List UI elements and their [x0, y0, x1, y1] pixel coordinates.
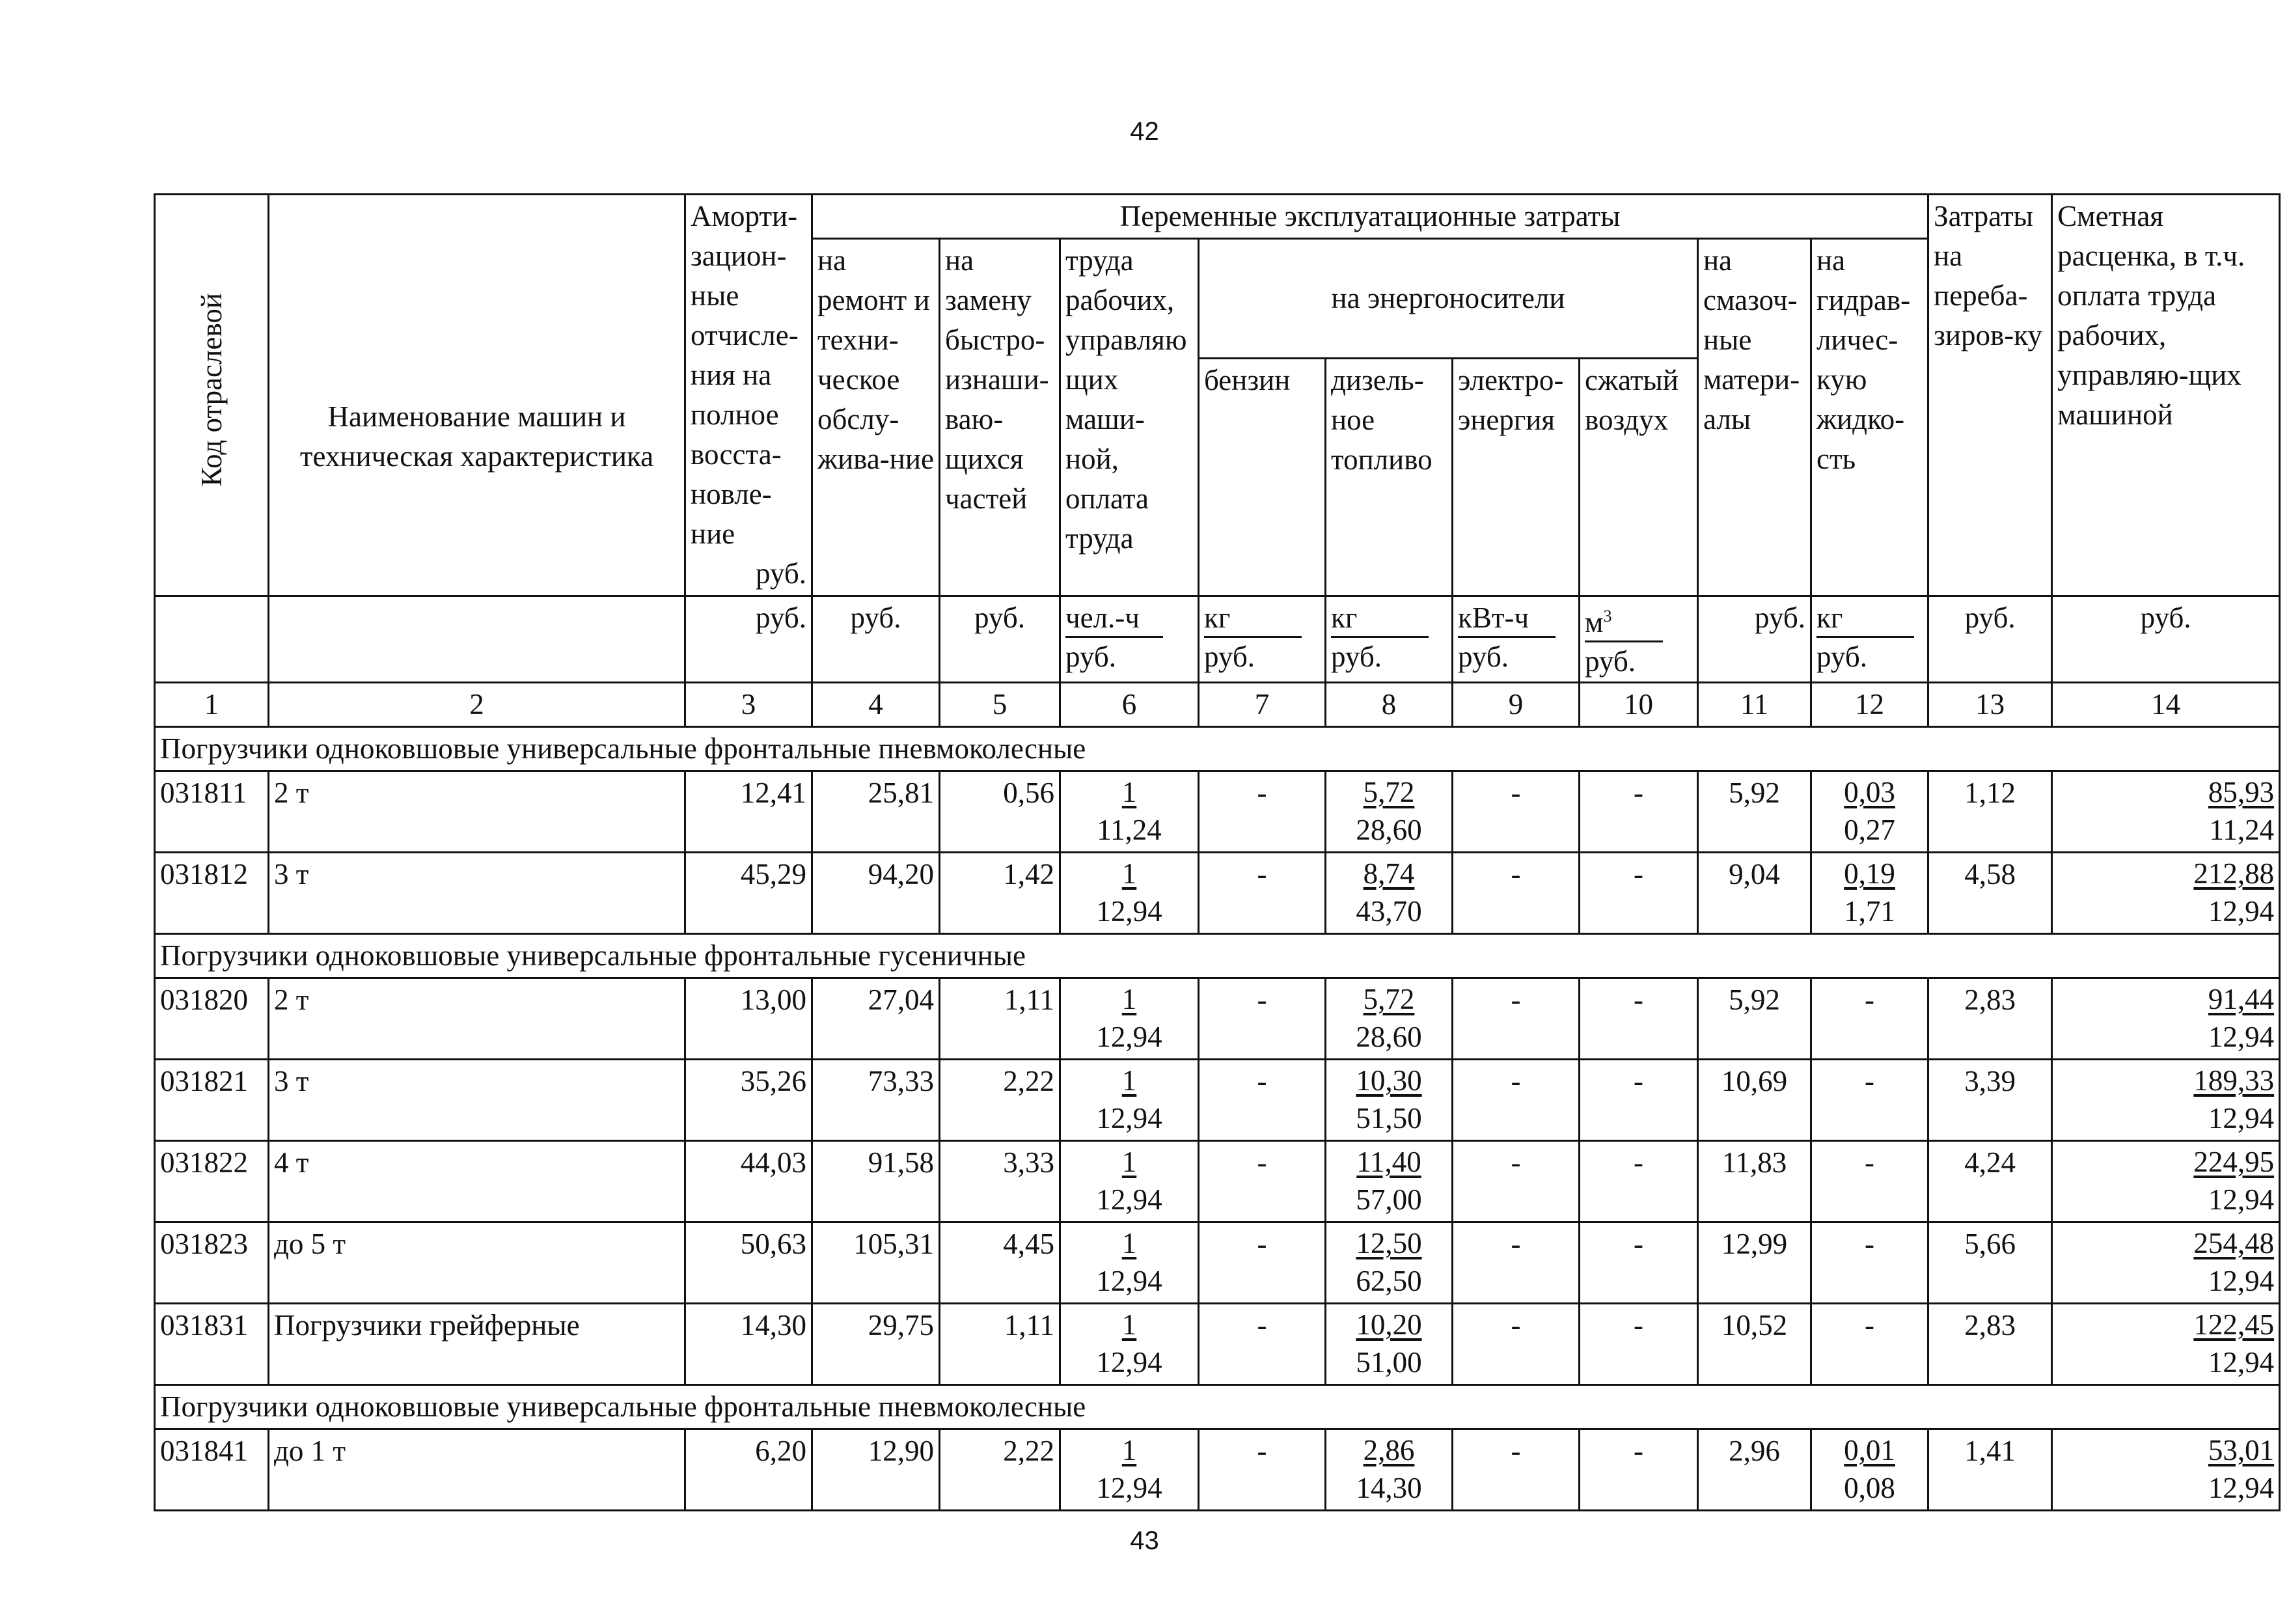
cell-name: до 1 т — [269, 1429, 685, 1511]
fraction-denominator: 28,60 — [1356, 1021, 1422, 1053]
cell-replace: 1,42 — [940, 853, 1060, 934]
cell-labor — [1060, 1222, 1199, 1304]
unit-replace: руб. — [940, 596, 1060, 683]
cell-air: - — [1580, 1060, 1698, 1141]
fraction-numerator: 1 — [1121, 857, 1137, 890]
table-row — [155, 853, 2280, 934]
fraction-denominator: 51,00 — [1356, 1346, 1422, 1379]
unit-benzin: кг руб. — [1199, 596, 1326, 683]
cell-electro: - — [1453, 771, 1580, 853]
fraction-denominator: 51,50 — [1356, 1102, 1422, 1135]
table-row — [155, 771, 2280, 853]
fraction-denominator: 12,94 — [2208, 1346, 2275, 1379]
header-hydro: на гидрав-личес-кую жидко-сть — [1811, 239, 1928, 596]
table-row — [155, 1429, 2280, 1511]
cell-hydro: - — [1811, 978, 1928, 1060]
section-title: Погрузчики одноковшовые универсальные фронтальные гусеничные — [155, 934, 2280, 978]
fraction-numerator: 85,93 — [2208, 776, 2275, 808]
fraction-numerator: 1 — [1121, 1064, 1137, 1097]
unit-rate: руб. — [2052, 596, 2280, 683]
fraction-denominator: 12,94 — [2208, 1265, 2275, 1297]
cell-lube: 5,92 — [1698, 771, 1811, 853]
cell-benzin: - — [1199, 1141, 1326, 1222]
fraction-denominator: 1,71 — [1844, 895, 1895, 928]
fraction — [2208, 1431, 2274, 1507]
cell-benzin: - — [1199, 1222, 1326, 1304]
cell-lube: 12,99 — [1698, 1222, 1811, 1304]
cell-air: - — [1580, 1222, 1698, 1304]
cell-diesel — [1326, 1141, 1453, 1222]
cell-code: 031823 — [155, 1222, 269, 1304]
cell-benzin: - — [1199, 978, 1326, 1060]
fraction-denominator: 43,70 — [1356, 895, 1422, 928]
cell-electro: - — [1453, 1141, 1580, 1222]
fraction-denominator: 12,94 — [2208, 1102, 2275, 1135]
cell-labor — [1060, 1429, 1199, 1511]
section-header-row — [155, 1385, 2280, 1429]
column-number-cell: 2 — [269, 683, 685, 727]
fraction — [1356, 1306, 1421, 1381]
cell-relocation: 5,66 — [1928, 1222, 2052, 1304]
fraction-denominator: 62,50 — [1356, 1265, 1422, 1297]
column-number-cell: 4 — [812, 683, 940, 727]
cell-lube: 11,83 — [1698, 1141, 1811, 1222]
unit-air: $м^3$ руб. — [1580, 596, 1698, 683]
cell-code: 031841 — [155, 1429, 269, 1511]
fraction-numerator: 1 — [1121, 1227, 1137, 1259]
table-row — [155, 1060, 2280, 1141]
cell-replace: 4,45 — [940, 1222, 1060, 1304]
column-number-cell: 13 — [1928, 683, 2052, 727]
fraction — [2208, 773, 2274, 849]
fraction-denominator: 12,94 — [2208, 1021, 2275, 1053]
cell-amort: 6,20 — [685, 1429, 812, 1511]
fraction-numerator: 5,72 — [1363, 776, 1415, 808]
table-row — [155, 1304, 2280, 1385]
cell-electro: - — [1453, 853, 1580, 934]
cell-air: - — [1580, 1141, 1698, 1222]
fraction-denominator: 28,60 — [1356, 814, 1422, 846]
cell-rate — [2052, 1060, 2280, 1141]
cell-labor — [1060, 978, 1199, 1060]
cell-lube: 9,04 — [1698, 853, 1811, 934]
fraction — [1096, 980, 1162, 1056]
cell-labor — [1060, 853, 1199, 934]
fraction-denominator: 12,94 — [1096, 1183, 1162, 1216]
cell-rate — [2052, 771, 2280, 853]
cell-rate — [2052, 1304, 2280, 1385]
cell-labor — [1060, 1060, 1199, 1141]
unit-hydro: кг руб. — [1811, 596, 1928, 683]
header-repair: на ремонт и техни-ческое обслу-жива-ние — [812, 239, 940, 596]
fraction — [1844, 855, 1895, 930]
cell-air: - — [1580, 853, 1698, 934]
cell-name: до 5 т — [269, 1222, 685, 1304]
fraction — [2193, 1143, 2274, 1218]
cell-repair: 105,31 — [812, 1222, 940, 1304]
cell-name: 2 т — [269, 771, 685, 853]
cell-labor — [1060, 1304, 1199, 1385]
fraction-denominator: 0,08 — [1844, 1472, 1895, 1504]
cell-benzin: - — [1199, 771, 1326, 853]
page-number-top: 42 — [1130, 117, 1159, 146]
fraction-denominator: 12,94 — [2208, 895, 2275, 928]
cell-amort: 45,29 — [685, 853, 812, 934]
cell-amort: 14,30 — [685, 1304, 812, 1385]
fraction-numerator: 0,19 — [1844, 857, 1895, 890]
section-header-row — [155, 727, 2280, 771]
header-benzin: бензин — [1199, 359, 1326, 596]
cell-repair: 12,90 — [812, 1429, 940, 1511]
cell-relocation: 4,58 — [1928, 853, 2052, 934]
fraction-numerator: 0,01 — [1844, 1434, 1895, 1466]
fraction-numerator: 91,44 — [2208, 983, 2275, 1015]
cell-amort: 44,03 — [685, 1141, 812, 1222]
fraction — [1356, 1431, 1421, 1507]
cell-benzin: - — [1199, 853, 1326, 934]
cell-amort: 12,41 — [685, 771, 812, 853]
unit-repair: руб. — [812, 596, 940, 683]
column-number-cell: 6 — [1060, 683, 1199, 727]
column-number-cell: 10 — [1580, 683, 1698, 727]
fraction — [2193, 1306, 2274, 1381]
fraction — [1096, 1431, 1162, 1507]
cell-rate — [2052, 1222, 2280, 1304]
page-number-bottom: 43 — [1130, 1526, 1159, 1555]
fraction — [1096, 1306, 1162, 1381]
cell-repair: 27,04 — [812, 978, 940, 1060]
fraction-denominator: 12,94 — [1096, 895, 1162, 928]
cell-air: - — [1580, 978, 1698, 1060]
fraction-denominator: 12,94 — [2208, 1472, 2275, 1504]
cell-electro: - — [1453, 1222, 1580, 1304]
cell-diesel — [1326, 1060, 1453, 1141]
fraction-denominator: 12,94 — [1096, 1021, 1162, 1053]
cell-diesel — [1326, 853, 1453, 934]
fraction-numerator: 1 — [1121, 1146, 1137, 1178]
fraction-numerator: 189,33 — [2193, 1064, 2275, 1097]
cell-code: 031812 — [155, 853, 269, 934]
cell-hydro — [1811, 853, 1928, 934]
table-row — [155, 1141, 2280, 1222]
cell-relocation: 1,41 — [1928, 1429, 2052, 1511]
cell-replace: 0,56 — [940, 771, 1060, 853]
cell-code: 031822 — [155, 1141, 269, 1222]
cell-replace: 2,22 — [940, 1060, 1060, 1141]
cell-code: 031831 — [155, 1304, 269, 1385]
fraction-denominator: 12,94 — [1096, 1265, 1162, 1297]
cell-electro: - — [1453, 1304, 1580, 1385]
cell-hydro: - — [1811, 1304, 1928, 1385]
header-lube: на смазоч-ные матери-алы — [1698, 239, 1811, 596]
section-title: Погрузчики одноковшовые универсальные фронтальные пневмоколесные — [155, 727, 2280, 771]
cell-name: 4 т — [269, 1141, 685, 1222]
fraction-denominator: 11,24 — [1097, 814, 1162, 846]
cell-code: 031811 — [155, 771, 269, 853]
fraction-numerator: 10,30 — [1356, 1064, 1422, 1097]
cell-relocation: 3,39 — [1928, 1060, 2052, 1141]
fraction-numerator: 53,01 — [2208, 1434, 2275, 1466]
column-number-cell: 1 — [155, 683, 269, 727]
fraction — [2193, 855, 2274, 930]
header-air: сжатый воздух — [1580, 359, 1698, 596]
fraction — [1096, 1224, 1162, 1300]
cell-lube: 10,52 — [1698, 1304, 1811, 1385]
cell-amort: 13,00 — [685, 978, 812, 1060]
header-code: Код отраслевой — [155, 195, 269, 596]
table-row — [155, 978, 2280, 1060]
cell-replace: 2,22 — [940, 1429, 1060, 1511]
fraction — [1096, 1062, 1162, 1137]
fraction-numerator: 11,40 — [1356, 1146, 1421, 1178]
header-variable-costs: Переменные эксплуатационные затраты — [812, 195, 1928, 239]
cell-benzin: - — [1199, 1060, 1326, 1141]
fraction-numerator: 5,72 — [1363, 983, 1415, 1015]
fraction-numerator: 2,86 — [1363, 1434, 1415, 1466]
column-number-cell: 5 — [940, 683, 1060, 727]
cell-labor — [1060, 1141, 1199, 1222]
cell-electro: - — [1453, 1429, 1580, 1511]
cell-amort: 35,26 — [685, 1060, 812, 1141]
cell-repair: 29,75 — [812, 1304, 940, 1385]
fraction-numerator: 254,48 — [2193, 1227, 2275, 1259]
fraction — [2193, 1062, 2274, 1137]
cell-diesel — [1326, 1222, 1453, 1304]
fraction-denominator: 12,94 — [1096, 1472, 1162, 1504]
unit-labor: чел.-ч руб. — [1060, 596, 1199, 683]
cell-hydro: - — [1811, 1141, 1928, 1222]
column-number-row — [155, 683, 2280, 727]
cell-labor — [1060, 771, 1199, 853]
header-amort: Аморти-зацион-ные отчисле-ния на полное восста-новле-ние руб. — [685, 195, 812, 596]
column-number-cell: 3 — [685, 683, 812, 727]
fraction — [1356, 980, 1421, 1056]
fraction — [2193, 1224, 2274, 1300]
column-number-cell: 14 — [2052, 683, 2280, 727]
cell-lube: 10,69 — [1698, 1060, 1811, 1141]
fraction-numerator: 212,88 — [2193, 857, 2275, 890]
column-number-cell: 8 — [1326, 683, 1453, 727]
fraction — [1097, 773, 1162, 849]
cell-hydro: - — [1811, 1222, 1928, 1304]
cell-hydro — [1811, 771, 1928, 853]
column-number-cell: 9 — [1453, 683, 1580, 727]
fraction — [1356, 855, 1421, 930]
header-relocation: Затраты на переба-зиров-ку — [1928, 195, 2052, 596]
fraction-denominator: 57,00 — [1356, 1183, 1422, 1216]
fraction-denominator: 0,27 — [1844, 814, 1895, 846]
unit-reloc: руб. — [1928, 596, 2052, 683]
fraction-numerator: 1 — [1121, 983, 1137, 1015]
cell-replace: 1,11 — [940, 1304, 1060, 1385]
fraction-numerator: 12,50 — [1356, 1227, 1422, 1259]
header-rate: Сметная расценка, в т.ч. оплата труда рабочих, управляю-щих машиной — [2052, 195, 2280, 596]
header-name: Наименование машин и техническая характеристика — [269, 195, 685, 596]
cell-diesel — [1326, 978, 1453, 1060]
fraction — [1844, 1431, 1895, 1507]
table-row — [155, 1222, 2280, 1304]
cell-repair: 91,58 — [812, 1141, 940, 1222]
cell-rate — [2052, 978, 2280, 1060]
units-row — [155, 596, 2280, 683]
fraction — [1096, 1143, 1162, 1218]
cell-repair: 25,81 — [812, 771, 940, 853]
fraction-numerator: 0,03 — [1844, 776, 1895, 808]
cell-rate — [2052, 1429, 2280, 1511]
header-energy: на энергоносители — [1199, 239, 1698, 359]
fraction-numerator: 224,95 — [2193, 1146, 2275, 1178]
column-number-cell: 7 — [1199, 683, 1326, 727]
fraction-numerator: 122,45 — [2193, 1308, 2275, 1341]
cell-relocation: 1,12 — [1928, 771, 2052, 853]
cell-replace: 1,11 — [940, 978, 1060, 1060]
section-header-row — [155, 934, 2280, 978]
header-diesel: дизель-ное топливо — [1326, 359, 1453, 596]
cell-hydro: - — [1811, 1060, 1928, 1141]
cell-benzin: - — [1199, 1429, 1326, 1511]
fraction-numerator: 1 — [1121, 1434, 1137, 1466]
cell-name: 3 т — [269, 853, 685, 934]
unit-amort: руб. — [685, 596, 812, 683]
cost-table — [154, 193, 2281, 1511]
cell-hydro — [1811, 1429, 1928, 1511]
unit-lube: руб. — [1698, 596, 1811, 683]
cell-lube: 2,96 — [1698, 1429, 1811, 1511]
fraction — [1096, 855, 1162, 930]
unit-electro: кВт-ч руб. — [1453, 596, 1580, 683]
header-labor: труда рабочих, управляю щих маши-ной, оплата труда — [1060, 239, 1199, 596]
cell-name: 3 т — [269, 1060, 685, 1141]
cell-code: 031820 — [155, 978, 269, 1060]
cell-replace: 3,33 — [940, 1141, 1060, 1222]
fraction-numerator: 8,74 — [1363, 857, 1415, 890]
cell-electro: - — [1453, 1060, 1580, 1141]
cell-air: - — [1580, 1304, 1698, 1385]
cell-code: 031821 — [155, 1060, 269, 1141]
cell-name: 2 т — [269, 978, 685, 1060]
cell-diesel — [1326, 771, 1453, 853]
cell-diesel — [1326, 1304, 1453, 1385]
fraction-numerator: 10,20 — [1356, 1308, 1422, 1341]
header-electro: электро-энергия — [1453, 359, 1580, 596]
cell-air: - — [1580, 1429, 1698, 1511]
fraction — [1356, 1224, 1421, 1300]
cell-name: Погрузчики грейферные — [269, 1304, 685, 1385]
fraction-numerator: 1 — [1121, 1308, 1137, 1341]
fraction-numerator: 1 — [1121, 776, 1137, 808]
cell-rate — [2052, 853, 2280, 934]
fraction — [1356, 1062, 1421, 1137]
cell-amort: 50,63 — [685, 1222, 812, 1304]
cell-electro: - — [1453, 978, 1580, 1060]
fraction-denominator: 12,94 — [2208, 1183, 2275, 1216]
cell-repair: 94,20 — [812, 853, 940, 934]
fraction — [1356, 1143, 1421, 1218]
cell-air: - — [1580, 771, 1698, 853]
column-number-cell: 12 — [1811, 683, 1928, 727]
cell-rate — [2052, 1141, 2280, 1222]
fraction — [1844, 773, 1895, 849]
cell-diesel — [1326, 1429, 1453, 1511]
fraction — [2208, 980, 2274, 1056]
fraction-denominator: 12,94 — [1096, 1346, 1162, 1379]
section-title: Погрузчики одноковшовые универсальные фронтальные пневмоколесные — [155, 1385, 2280, 1429]
unit-diesel: кг руб. — [1326, 596, 1453, 683]
fraction — [1356, 773, 1421, 849]
fraction-denominator: 14,30 — [1356, 1472, 1422, 1504]
fraction-denominator: 12,94 — [1096, 1102, 1162, 1135]
cell-relocation: 4,24 — [1928, 1141, 2052, 1222]
cell-relocation: 2,83 — [1928, 1304, 2052, 1385]
cell-relocation: 2,83 — [1928, 978, 2052, 1060]
cell-lube: 5,92 — [1698, 978, 1811, 1060]
cell-repair: 73,33 — [812, 1060, 940, 1141]
header-replace: на замену быстро-изнаши-ваю-щихся частей — [940, 239, 1060, 596]
cell-benzin: - — [1199, 1304, 1326, 1385]
fraction-denominator: 11,24 — [2209, 814, 2275, 846]
column-number-cell: 11 — [1698, 683, 1811, 727]
